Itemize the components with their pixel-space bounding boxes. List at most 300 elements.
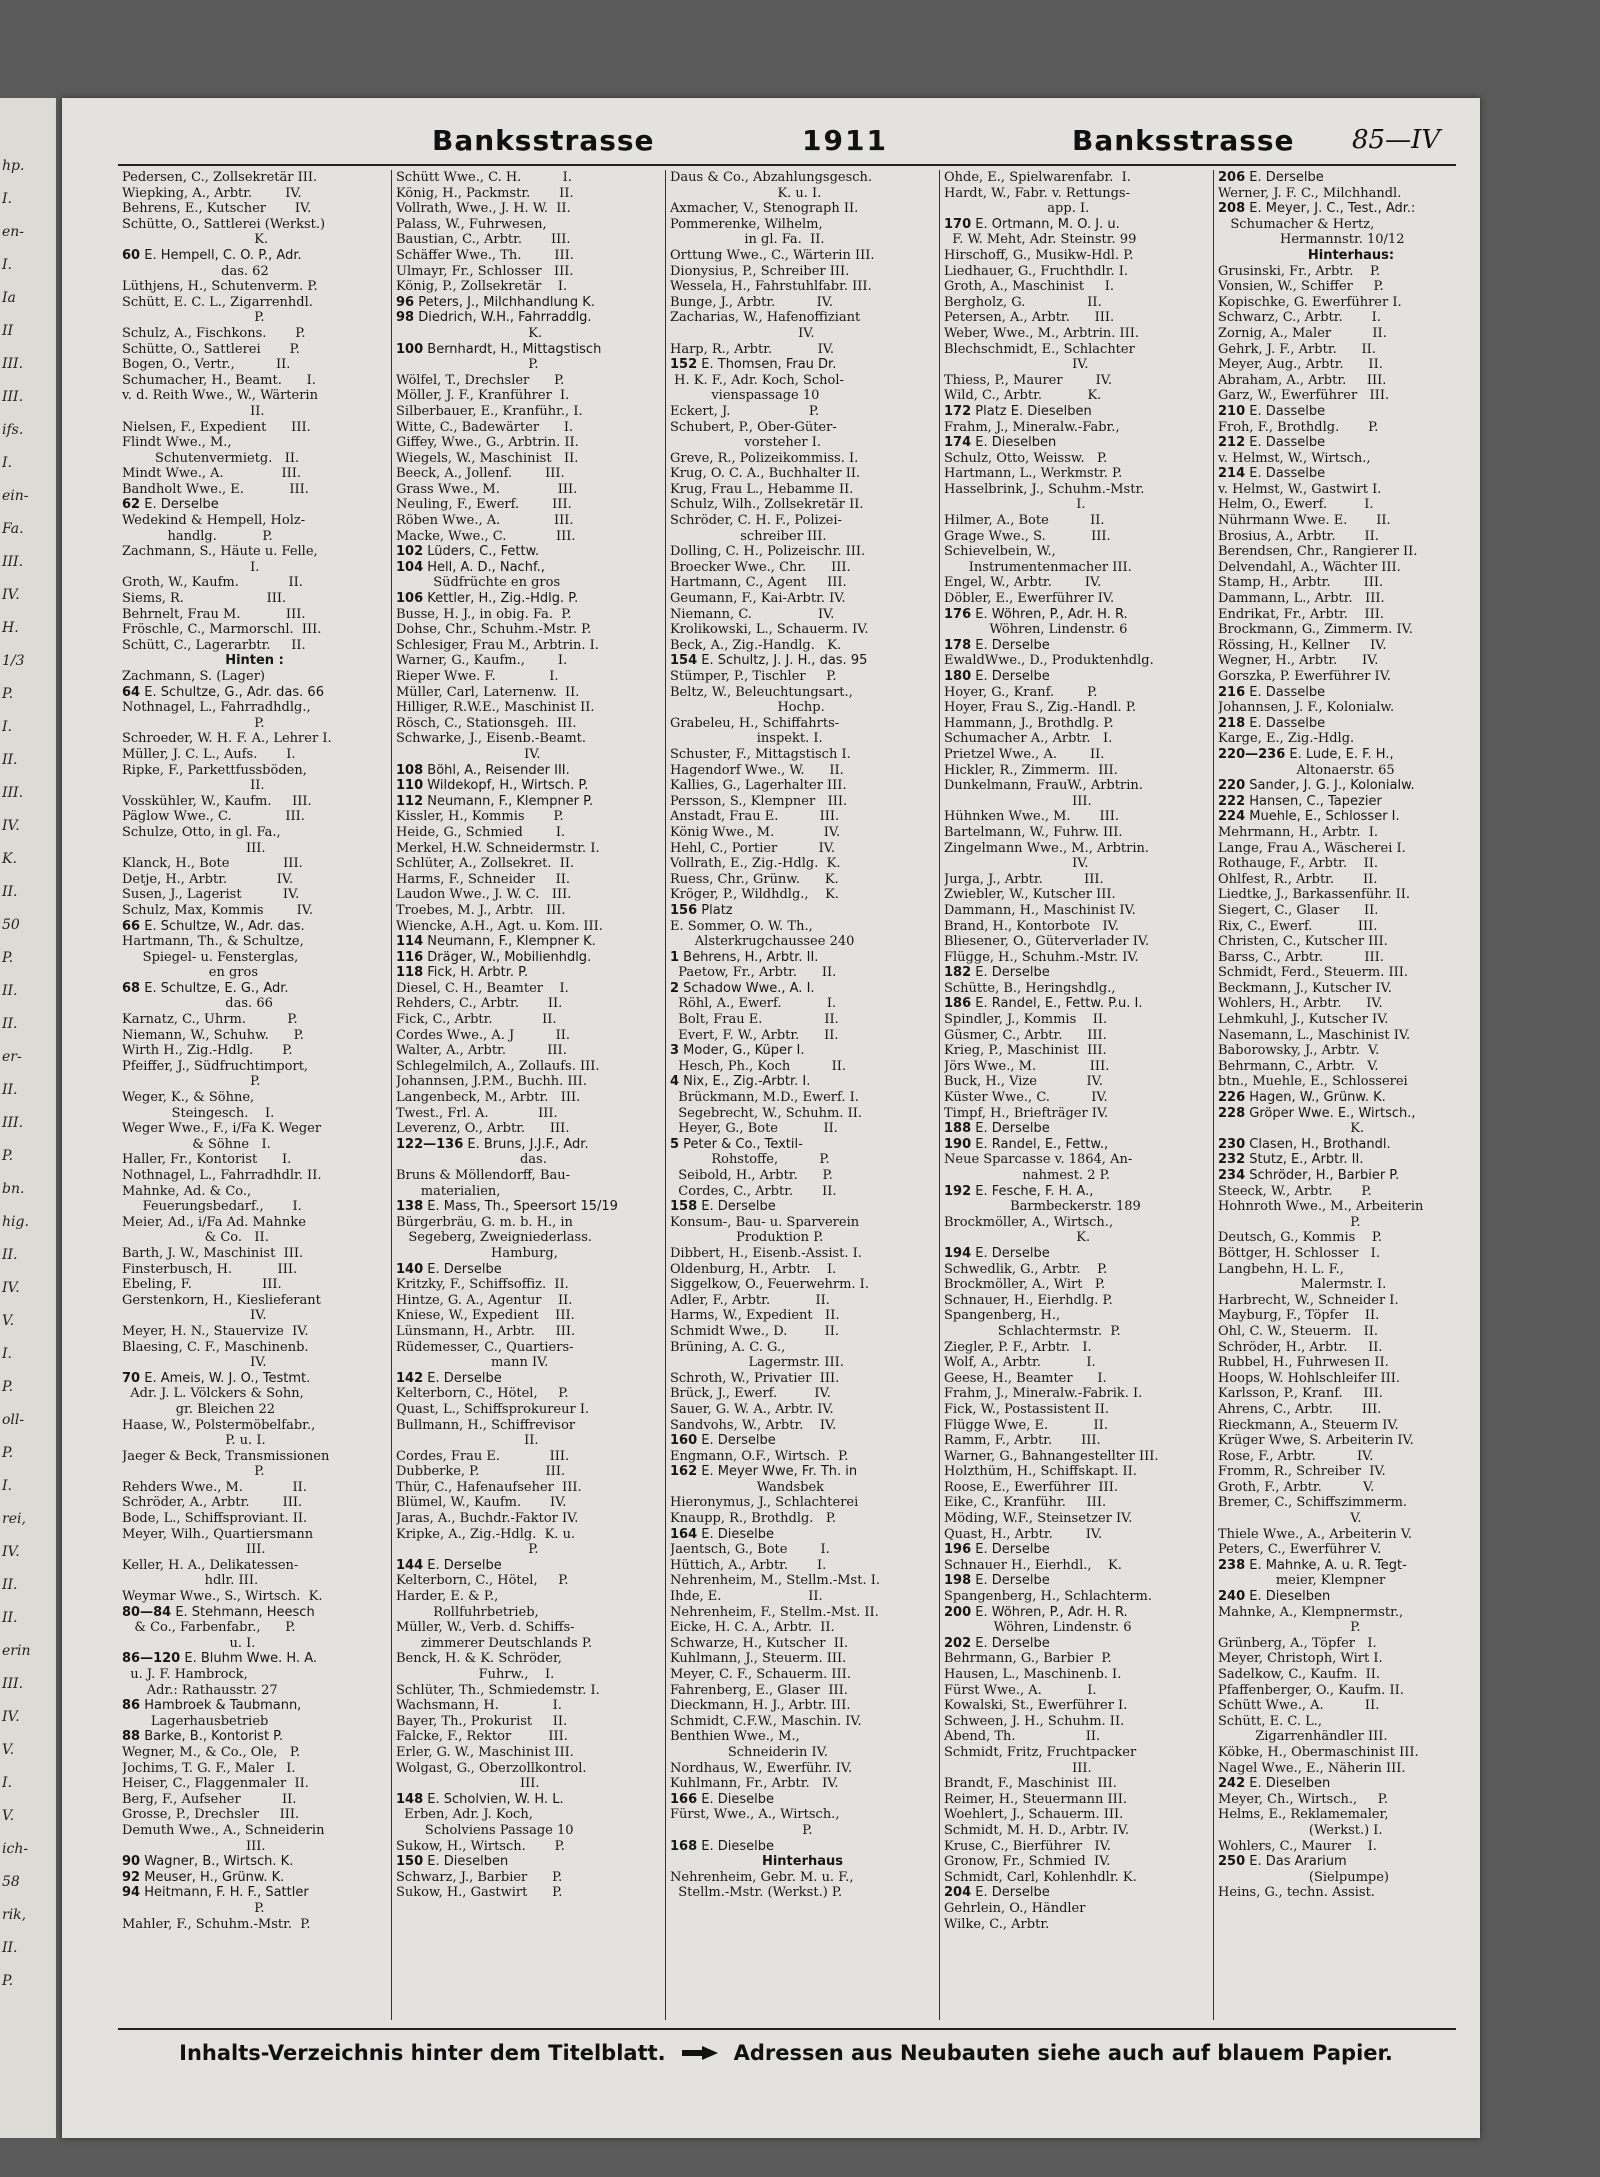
resident-entry: Schütt Wwe., C. H. I. bbox=[396, 170, 572, 185]
house-number-entry bbox=[944, 1137, 1209, 1153]
edge-fragment: P. bbox=[2, 1148, 14, 1164]
resident-entry: Hagendorf Wwe., W. II. bbox=[670, 762, 844, 778]
entry-text: E. Derselbe bbox=[971, 1542, 1050, 1558]
edge-fragment: III. bbox=[2, 1676, 24, 1692]
resident-entry: Nothnagel, L., Fahrradhdlg., bbox=[122, 700, 311, 716]
house-number-entry bbox=[670, 653, 935, 669]
resident-entry: & Söhne I. bbox=[122, 1136, 271, 1152]
resident-entry: IV. bbox=[122, 1308, 267, 1324]
house-number-entry bbox=[944, 1121, 1209, 1137]
resident-entry: Brüning, A. C. G., bbox=[670, 1339, 786, 1355]
entry-text: E. Meyer Wwe, Fr. Th. in bbox=[697, 1464, 858, 1480]
resident-entry: Schulz, Wilh., Zollsekretär II. bbox=[670, 497, 864, 513]
resident-entry: Siegert, C., Glaser II. bbox=[1218, 902, 1379, 918]
house-number-entry bbox=[944, 965, 1209, 981]
house-number: 102 bbox=[396, 544, 424, 560]
house-number: 210 bbox=[1218, 403, 1246, 419]
directory-column bbox=[666, 170, 940, 2020]
resident-entry: Rehders, C., Arbtr. II. bbox=[396, 996, 563, 1012]
resident-entry: Buck, H., Vize IV. bbox=[944, 1074, 1103, 1090]
resident-entry: Blechschmidt, E., Schlachter bbox=[944, 341, 1135, 357]
house-number: 216 bbox=[1218, 684, 1246, 700]
resident-entry: III. bbox=[944, 1760, 1092, 1776]
house-number-entry bbox=[1218, 1168, 1480, 1184]
house-number: 104 bbox=[396, 559, 424, 575]
resident-entry: Weber, Wwe., M., Arbtrin. III. bbox=[944, 325, 1140, 341]
resident-entry: materialien, bbox=[396, 1183, 501, 1199]
resident-entry: H. K. F., Adr. Koch, Schol- bbox=[670, 372, 844, 388]
edge-fragment: 1/3 bbox=[2, 653, 25, 669]
house-number: 70 bbox=[122, 1370, 141, 1386]
resident-entry: Busse, H. J., in obig. Fa. P. bbox=[396, 606, 572, 622]
resident-entry: Palass, W., Fuhrwesen, bbox=[396, 216, 547, 232]
resident-entry: Beltz, W., Beleuchtungsart., bbox=[670, 684, 853, 700]
resident-entry: (Sielpumpe) bbox=[1218, 1869, 1390, 1885]
entry-text: E. Dieselben bbox=[971, 435, 1057, 451]
house-number-entry bbox=[122, 1854, 387, 1870]
house-number-entry bbox=[122, 248, 387, 264]
resident-entry: Ruess, Chr., Grünw. K. bbox=[670, 871, 839, 887]
house-number-entry bbox=[396, 1558, 661, 1574]
resident-entry: Bremer, C., Schiffszimmerm. bbox=[1218, 1495, 1408, 1511]
resident-entry: Müller, Carl, Laternenw. II. bbox=[396, 684, 580, 700]
house-number: 98 bbox=[396, 310, 415, 326]
resident-entry: Cordes, Frau E. III. bbox=[396, 1448, 570, 1464]
resident-entry: Gehrk, J. F., Arbtr. II. bbox=[1218, 341, 1376, 357]
resident-entry: Brand, H., Kontorbote IV. bbox=[944, 918, 1119, 934]
resident-entry: Instrumentenmacher III. bbox=[944, 559, 1132, 575]
house-number: 110 bbox=[396, 778, 424, 794]
entry-text: E. Hempell, C. O. P., Adr. bbox=[140, 247, 302, 263]
resident-entry: Kruse, C., Bierführer IV. bbox=[944, 1838, 1111, 1854]
resident-entry: Merkel, H.W. Schneidermstr. I. bbox=[396, 840, 600, 856]
resident-entry: Broecker Wwe., Chr. III. bbox=[670, 559, 851, 575]
resident-entry: Grusinski, Fr., Arbtr. P. bbox=[1218, 263, 1381, 279]
resident-entry: Kallies, G., Lagerhalter III. bbox=[670, 778, 847, 794]
resident-entry: Hochp. bbox=[670, 700, 825, 716]
house-number: 138 bbox=[396, 1199, 424, 1215]
edge-fragment: Ia bbox=[2, 290, 16, 306]
edge-fragment: II. bbox=[2, 884, 18, 900]
house-number: 186 bbox=[944, 996, 972, 1012]
resident-entry: Schneiderin IV. bbox=[670, 1744, 828, 1760]
house-number-entry bbox=[1218, 809, 1480, 825]
resident-entry: Blaesing, C. F., Maschinenb. bbox=[122, 1339, 309, 1355]
resident-entry: Geumann, F., Kai-Arbtr. IV. bbox=[670, 591, 846, 607]
edge-fragment: 58 bbox=[2, 1874, 20, 1890]
resident-entry: Schwarke, J., Eisenb.-Beamt. bbox=[396, 731, 586, 747]
house-number-entry bbox=[122, 1651, 387, 1667]
house-number: 122—136 bbox=[396, 1136, 464, 1152]
entry-text: E. Derselbe bbox=[971, 669, 1050, 684]
house-number-entry bbox=[396, 965, 661, 981]
entry-text: Platz E. Dieselben bbox=[971, 403, 1092, 419]
house-number: 96 bbox=[396, 294, 415, 310]
house-number: 148 bbox=[396, 1791, 424, 1807]
entry-text: E. Dasselbe bbox=[1245, 403, 1326, 419]
resident-entry: Produktion P. bbox=[670, 1230, 824, 1246]
resident-entry: Engel, W., Arbtr. IV. bbox=[944, 575, 1102, 591]
resident-entry: Karnatz, C., Uhrm. P. bbox=[122, 1012, 298, 1028]
entry-text: E. Derselbe bbox=[971, 637, 1050, 653]
resident-entry: Meyer, Aug., Arbtr. II. bbox=[1218, 357, 1383, 373]
resident-entry: hdlr. III. bbox=[122, 1573, 259, 1589]
resident-entry: Bolt, Frau E. II. bbox=[670, 1012, 839, 1028]
resident-entry: Hilliger, R.W.E., Maschinist II. bbox=[396, 700, 595, 716]
resident-entry: Rössing, H., Kellner IV. bbox=[1218, 637, 1387, 653]
resident-entry: Jörs Wwe., M. III. bbox=[944, 1058, 1110, 1074]
resident-entry: III. bbox=[944, 793, 1092, 809]
resident-entry: Warner, G., Kaufm., I. bbox=[396, 653, 568, 669]
edge-fragment: IV. bbox=[2, 818, 20, 834]
house-number-entry bbox=[944, 996, 1209, 1012]
house-number: 230 bbox=[1218, 1136, 1246, 1152]
resident-entry: Möding, W.F., Steinsetzer IV. bbox=[944, 1511, 1133, 1527]
entry-text: Schadow Wwe., A. I. bbox=[679, 980, 815, 996]
resident-entry: P. bbox=[396, 357, 539, 373]
edge-fragment: P. bbox=[2, 1973, 14, 1989]
page-footer bbox=[122, 2035, 1450, 2071]
house-number-entry bbox=[1218, 201, 1480, 217]
house-number: 116 bbox=[396, 949, 424, 965]
entry-text: Böhl, A., Reisender III. bbox=[423, 762, 570, 778]
resident-entry: Barmbeckerstr. 189 bbox=[944, 1199, 1141, 1215]
resident-entry: III. bbox=[396, 1776, 540, 1792]
resident-entry: Wild, C., Arbtr. K. bbox=[944, 388, 1102, 404]
house-number-entry bbox=[670, 1839, 935, 1855]
entry-text: E. Schultze, G., Adr. das. 66 bbox=[140, 684, 324, 700]
entry-text: E. Ameis, W. J. O., Testmt. bbox=[140, 1370, 311, 1386]
edge-fragment: III. bbox=[2, 356, 24, 372]
house-number: 238 bbox=[1218, 1557, 1246, 1573]
resident-entry: Petersen, A., Arbtr. III. bbox=[944, 310, 1115, 326]
resident-entry: vorsteher I. bbox=[670, 435, 822, 451]
house-number: 112 bbox=[396, 793, 424, 809]
resident-entry: Meyer, Wilh., Quartiersmann bbox=[122, 1526, 314, 1542]
resident-entry: Kopischke, G. Ewerführer I. bbox=[1218, 294, 1402, 310]
header-year: 1911 bbox=[802, 123, 888, 157]
resident-entry: Quast, L., Schiffsprokureur I. bbox=[396, 1401, 590, 1417]
resident-entry: Liedtke, J., Barkassenführ. II. bbox=[1218, 887, 1411, 903]
resident-entry: Walter, A., Arbtr. III. bbox=[396, 1043, 567, 1059]
resident-entry: Barss, C., Arbtr. III. bbox=[1218, 949, 1384, 965]
house-number: 100 bbox=[396, 341, 424, 357]
resident-entry: Pedersen, C., Zollsekretär III. bbox=[122, 170, 318, 185]
resident-entry: Hoops, W. Hohlschleifer III. bbox=[1218, 1370, 1401, 1386]
resident-entry: Troebes, M. J., Arbtr. III. bbox=[396, 902, 566, 918]
house-number-entry bbox=[1218, 778, 1480, 794]
resident-entry: Thiess, P., Maurer IV. bbox=[944, 372, 1113, 388]
resident-entry: Röhl, A., Ewerf. I. bbox=[670, 996, 837, 1012]
resident-entry: Ihde, E. II. bbox=[670, 1589, 823, 1605]
resident-entry: mann IV. bbox=[396, 1355, 549, 1371]
footer-left-text: Inhalts-Verzeichnis hinter dem Titelblatt. bbox=[179, 2041, 666, 2065]
resident-entry: Behrens, E., Kutscher IV. bbox=[122, 201, 312, 217]
house-number: 156 bbox=[670, 902, 698, 918]
resident-entry: Schmidt, M. H. D., Arbtr. IV. bbox=[944, 1822, 1129, 1838]
resident-entry: das. bbox=[396, 1152, 547, 1168]
resident-entry: Schlüter, Th., Schmiedemstr. I. bbox=[396, 1682, 600, 1698]
resident-entry: I. bbox=[122, 559, 260, 575]
resident-entry: König Wwe., M. IV. bbox=[670, 824, 841, 840]
resident-entry: Anstadt, Frau E. III. bbox=[670, 809, 840, 825]
house-number-entry bbox=[396, 295, 661, 311]
house-number-entry bbox=[1218, 1776, 1480, 1792]
house-number-entry bbox=[1218, 1558, 1480, 1574]
entry-text: E. Dieselben bbox=[1245, 1776, 1331, 1792]
resident-entry: Schmidt, Ferd., Steuerm. III. bbox=[1218, 965, 1409, 981]
edge-fragment: Fa. bbox=[2, 521, 24, 537]
resident-entry: Wolf, A., Arbtr. I. bbox=[944, 1355, 1096, 1371]
resident-entry: Hüttich, A., Arbtr. I. bbox=[670, 1557, 827, 1573]
resident-entry: Müller, J. C. L., Aufs. I. bbox=[122, 746, 296, 762]
resident-entry: Finsterbusch, H. III. bbox=[122, 1261, 298, 1277]
resident-entry: schreiber III. bbox=[670, 528, 827, 544]
resident-entry: P. bbox=[396, 1542, 539, 1558]
resident-entry: Bullmann, H., Schiffrevisor bbox=[396, 1417, 576, 1433]
resident-entry: Schulz, Otto, Weissw. P. bbox=[944, 450, 1108, 466]
resident-entry: Lehmkuhl, J., Kutscher IV. bbox=[1218, 1012, 1389, 1028]
house-number-entry bbox=[1218, 747, 1480, 763]
house-number: 90 bbox=[122, 1854, 141, 1870]
house-number: 2 bbox=[670, 980, 680, 996]
house-number-entry bbox=[1218, 1106, 1480, 1122]
house-number: 178 bbox=[944, 637, 972, 653]
resident-entry: Harp, R., Arbtr. IV. bbox=[670, 341, 834, 357]
resident-entry: P. bbox=[1218, 1620, 1361, 1636]
resident-entry: Schütt Wwe., A. II. bbox=[1218, 1698, 1380, 1714]
resident-entry: Hasselbrink, J., Schuhm.-Mstr. bbox=[944, 481, 1145, 497]
resident-entry: Fuhrw., I. bbox=[396, 1667, 555, 1682]
resident-entry: Delvendahl, A., Wächter III. bbox=[1218, 559, 1401, 575]
resident-entry: Schröder, H., Arbtr. II. bbox=[1218, 1339, 1383, 1355]
resident-entry: Groth, W., Kaufm. II. bbox=[122, 575, 303, 591]
resident-entry: Wohlers, H., Arbtr. IV. bbox=[1218, 996, 1383, 1012]
resident-entry: Wölfel, T., Drechsler P. bbox=[396, 372, 565, 388]
resident-entry: Kelterborn, C., Hötel, P. bbox=[396, 1386, 569, 1402]
house-number-entry bbox=[944, 217, 1209, 233]
resident-entry: handlg. P. bbox=[122, 528, 273, 544]
resident-entry: Brockmöller, A., Wirt P. bbox=[944, 1277, 1106, 1293]
resident-entry: Schuster, F., Mittagstisch I. bbox=[670, 746, 851, 762]
edge-fragment: I. bbox=[2, 455, 12, 471]
house-number: 206 bbox=[1218, 170, 1246, 185]
resident-entry: E. Sommer, O. W. Th., bbox=[670, 918, 813, 934]
edge-fragment: II. bbox=[2, 752, 18, 768]
resident-entry: das. 66 bbox=[122, 996, 273, 1012]
house-number-entry bbox=[670, 903, 935, 919]
resident-entry: Behrnelt, Frau M. III. bbox=[122, 606, 306, 622]
resident-entry: Fahrenberg, E., Glaser III. bbox=[670, 1682, 848, 1698]
house-number: 194 bbox=[944, 1245, 972, 1261]
entry-text: E. Ortmann, M. O. J. u. bbox=[971, 216, 1120, 232]
resident-entry: Dammann, H., Maschinist IV. bbox=[944, 902, 1136, 918]
resident-entry: Ebeling, F. III. bbox=[122, 1277, 282, 1293]
entry-text: E. Dieselbe bbox=[697, 1838, 775, 1854]
resident-entry: Krug, O. C. A., Buchhalter II. bbox=[670, 466, 861, 482]
edge-fragment: P. bbox=[2, 1445, 14, 1461]
resident-entry: Güsmer, C., Arbtr. III. bbox=[944, 1027, 1107, 1043]
resident-entry: Grabeleu, H., Schiffahrts- bbox=[670, 715, 840, 731]
house-number-entry bbox=[122, 1870, 387, 1886]
edge-fragment: V. bbox=[2, 1742, 15, 1758]
edge-fragment: erin bbox=[2, 1643, 31, 1659]
resident-entry: Axmacher, V., Stenograph II. bbox=[670, 201, 859, 217]
resident-entry: Südfrüchte en gros bbox=[396, 575, 561, 591]
resident-entry: Wöhren, Lindenstr. 6 bbox=[944, 1620, 1132, 1636]
resident-entry: Jaras, A., Buchdr.-Faktor IV. bbox=[396, 1511, 579, 1527]
resident-entry: Malermstr. I. bbox=[1218, 1277, 1387, 1293]
entry-text: E. Derselbe bbox=[971, 965, 1050, 981]
resident-entry: Bürgerbräu, G. m. b. H., in bbox=[396, 1214, 573, 1230]
edge-fragment: I. bbox=[2, 1478, 12, 1494]
resident-entry: Woehlert, J., Schauerm. III. bbox=[944, 1807, 1124, 1823]
house-number-entry bbox=[944, 669, 1209, 685]
house-number-entry bbox=[122, 1698, 387, 1714]
resident-entry: Vollrath, E., Zig.-Hdlg. K. bbox=[670, 856, 841, 872]
resident-entry: K. u. I. bbox=[670, 185, 822, 201]
section-heading: Hinten : bbox=[225, 653, 284, 669]
resident-entry: Harder, E. & P., bbox=[396, 1589, 499, 1605]
house-number: 228 bbox=[1218, 1105, 1246, 1121]
resident-entry: Hartmann, L., Werkmstr. P. bbox=[944, 466, 1123, 482]
resident-entry: Hesch, Ph., Koch II. bbox=[670, 1058, 846, 1074]
house-number: 80—84 bbox=[122, 1604, 172, 1620]
house-number-entry bbox=[944, 1246, 1209, 1262]
resident-entry: Schievelbein, W., bbox=[944, 544, 1056, 560]
resident-entry: Segeberg, Zweigniederlass. bbox=[396, 1230, 592, 1246]
resident-entry: Brockmann, G., Zimmerm. IV. bbox=[1218, 622, 1413, 638]
resident-entry: Steingesch. I. bbox=[122, 1105, 275, 1121]
house-number: 162 bbox=[670, 1464, 698, 1480]
resident-entry: Hieronymus, J., Schlachterei bbox=[670, 1495, 859, 1511]
edge-fragment: IV. bbox=[2, 1544, 20, 1560]
resident-entry: Fürst, Wwe., A., Wirtsch., bbox=[670, 1807, 840, 1823]
resident-entry: K. bbox=[122, 232, 269, 248]
edge-fragment: II. bbox=[2, 1247, 18, 1263]
resident-entry: Brandt, F., Maschinist III. bbox=[944, 1776, 1117, 1792]
resident-entry: Schwarz, J., Barbier P. bbox=[396, 1869, 563, 1885]
house-number-entry bbox=[944, 1885, 1209, 1901]
resident-entry: Greve, R., Polizeikommiss. I. bbox=[670, 450, 859, 466]
resident-entry: Dieckmann, H. J., Arbtr. III. bbox=[670, 1698, 851, 1714]
entry-text: E. Derselbe bbox=[1245, 170, 1324, 185]
resident-entry: Möller, J. F., Kranführer I. bbox=[396, 388, 570, 404]
resident-entry: Schroth, W., Privatier III. bbox=[670, 1370, 840, 1386]
house-number: 212 bbox=[1218, 435, 1246, 451]
entry-text: E. Randel, E., Fettw., bbox=[971, 1136, 1109, 1152]
house-number-entry bbox=[670, 1792, 935, 1808]
resident-entry: Timpf, H., Briefträger IV. bbox=[944, 1105, 1109, 1121]
resident-entry: Wegner, M., & Co., Öle, P. bbox=[122, 1744, 301, 1760]
resident-entry: Schlegelmilch, A., Zollaufs. III. bbox=[396, 1058, 600, 1074]
resident-entry: Erler, G. W., Maschinist III. bbox=[396, 1744, 574, 1760]
resident-entry: Schnauer H., Eierhdl., K. bbox=[944, 1557, 1122, 1573]
resident-entry: Ohl, C. W., Steuerm. II. bbox=[1218, 1323, 1379, 1339]
edge-fragment: oll- bbox=[2, 1412, 25, 1428]
resident-entry: Zornig, A., Maler II. bbox=[1218, 325, 1387, 341]
resident-entry: Adr.: Rathausstr. 27 bbox=[122, 1682, 278, 1698]
resident-entry: Müller, W., Verb. d. Schiffs- bbox=[396, 1620, 575, 1636]
resident-entry: Nielsen, F., Expedient III. bbox=[122, 419, 311, 435]
house-number: 196 bbox=[944, 1542, 972, 1558]
entry-text: E. Stehmann, Heesch bbox=[171, 1604, 315, 1620]
house-number-entry bbox=[670, 1464, 935, 1480]
resident-entry: Schütte, O., Sattlerei (Werkst.) bbox=[122, 216, 326, 232]
resident-entry: Oldenburg, H., Arbtr. I. bbox=[670, 1261, 837, 1277]
page-header bbox=[122, 120, 1450, 160]
entry-text: Neumann, F., Klempner K. bbox=[423, 934, 596, 950]
resident-entry: IV. bbox=[670, 325, 815, 341]
resident-entry: Bayer, Th., Prokurist II. bbox=[396, 1713, 568, 1729]
resident-entry: K. bbox=[396, 325, 543, 341]
resident-entry: Sukow, H., Wirtsch. P. bbox=[396, 1838, 565, 1854]
resident-entry: Rieper Wwe. F. I. bbox=[396, 669, 559, 684]
directory-column bbox=[1214, 170, 1480, 2020]
resident-entry: Kowalski, St., Ewerführer I. bbox=[944, 1698, 1128, 1714]
entry-text: Meuser, H., Grünw. K. bbox=[140, 1869, 285, 1885]
resident-entry: Ohlfest, R., Arbtr. II. bbox=[1218, 871, 1378, 887]
house-number: 144 bbox=[396, 1557, 424, 1573]
house-number-entry bbox=[1218, 1137, 1480, 1153]
house-number-entry bbox=[1218, 435, 1480, 451]
house-number: 218 bbox=[1218, 715, 1246, 731]
resident-entry: Klanck, H., Bote III. bbox=[122, 856, 303, 872]
resident-entry: Fick, W., Postassistent II. bbox=[944, 1401, 1110, 1417]
header-rule bbox=[118, 164, 1456, 166]
resident-entry: in gl. Fa. II. bbox=[670, 232, 825, 248]
resident-entry: Zingelmann Wwe., M., Arbtrin. bbox=[944, 840, 1150, 856]
entry-text: Sander, J. G. J., Kolonialw. bbox=[1245, 778, 1415, 794]
resident-entry: Beck, A., Zig.-Handlg. K. bbox=[670, 637, 842, 653]
resident-entry: Haase, W., Polstermöbelfabr., bbox=[122, 1417, 316, 1433]
resident-entry: Pommerenke, Wilhelm, bbox=[670, 216, 823, 232]
entry-text: Barke, B., Kontorist P. bbox=[140, 1729, 284, 1745]
resident-entry: Quast, H., Arbtr. IV. bbox=[944, 1526, 1103, 1542]
resident-entry: Heide, G., Schmied I. bbox=[396, 824, 566, 840]
house-number: 192 bbox=[944, 1183, 972, 1199]
house-number: 94 bbox=[122, 1885, 141, 1901]
resident-entry: König, H., Packmstr. II. bbox=[396, 185, 574, 201]
entry-text: Kettler, H., Zig.-Hdlg. P. bbox=[423, 591, 579, 607]
resident-entry: Kuhlmann, J., Steuerm. III. bbox=[670, 1651, 847, 1667]
resident-entry: Nehrenheim, M., Stellm.-Mst. I. bbox=[670, 1573, 880, 1589]
resident-entry: Schwarze, H., Kutscher II. bbox=[670, 1635, 849, 1651]
resident-entry: Bruns & Möllendorff, Bau- bbox=[396, 1168, 571, 1183]
resident-entry: Roose, E., Ewerführer III. bbox=[944, 1479, 1118, 1495]
house-number-entry bbox=[670, 357, 935, 373]
house-number: 60 bbox=[122, 247, 141, 263]
edge-fragment: II. bbox=[2, 1940, 18, 1956]
entry-text: E. Meyer, J. C., Test., Adr.: bbox=[1245, 201, 1416, 217]
house-number: 224 bbox=[1218, 809, 1246, 825]
resident-entry: Berendsen, Chr., Rangierer II. bbox=[1218, 544, 1418, 560]
resident-entry: btn., Muehle, E., Schlosserei bbox=[1218, 1074, 1408, 1090]
resident-entry: Stamp, H., Arbtr. III. bbox=[1218, 575, 1384, 591]
resident-entry: Bogen, O., Vertr., II. bbox=[122, 357, 291, 373]
resident-entry: Engmann, O.F., Wirtsch. P. bbox=[670, 1448, 849, 1464]
resident-entry: Krug, Frau L., Hebamme II. bbox=[670, 481, 854, 497]
house-number-entry bbox=[396, 934, 661, 950]
house-number: 86—120 bbox=[122, 1651, 181, 1667]
resident-entry: Wandsbek bbox=[670, 1479, 825, 1495]
house-number-entry bbox=[944, 1605, 1209, 1621]
entry-text: Lüders, C., Fettw. bbox=[423, 544, 540, 560]
resident-entry: Persson, S., Klempner III. bbox=[670, 793, 848, 809]
directory-column bbox=[118, 170, 392, 2020]
house-number: 220 bbox=[1218, 778, 1246, 794]
resident-entry: P. u. I. bbox=[122, 1433, 266, 1449]
